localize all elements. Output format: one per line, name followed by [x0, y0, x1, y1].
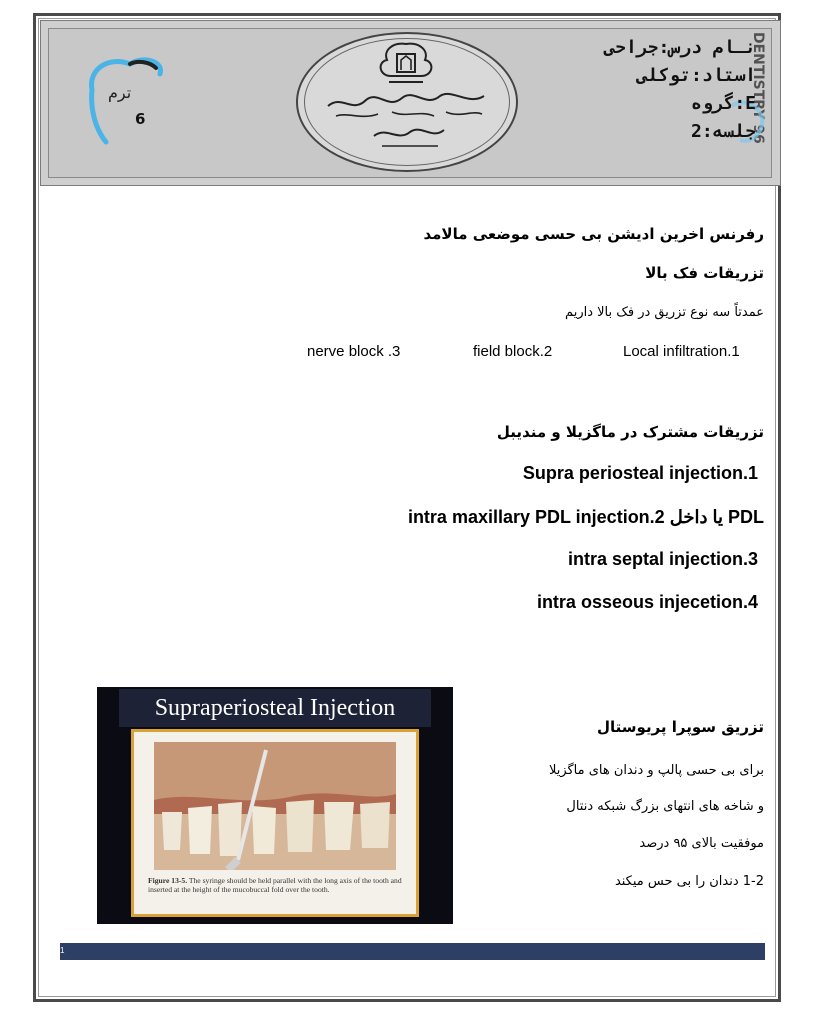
injection-item-3: intra septal injection.3 — [567, 549, 758, 569]
maxilla-heading: تزریقات فک بالا — [645, 264, 764, 282]
maxilla-intro: عمدتاً سه نوع تزریق در فک بالا داریم — [565, 305, 764, 320]
technique-local-infiltration: Local infiltration.1 — [623, 343, 740, 360]
injection-item-4: intra osseous injecetion.4 — [536, 592, 758, 612]
session-label: جلسه:2 — [690, 121, 756, 142]
supraperiosteal-line-4: 1-2 دندان را بی حس میکند — [614, 874, 764, 889]
supraperiosteal-line-2: و شاخه های انتهای بزرگ شبکه دنتال — [566, 799, 764, 814]
figure-title: Supraperiosteal Injection — [154, 695, 396, 721]
term-number: 6 — [135, 110, 146, 128]
university-name-logotype — [322, 84, 492, 154]
figure-caption-label: Figure 13-5. — [148, 876, 188, 885]
page-number: 1 — [60, 946, 65, 955]
teeth-injection-photo — [154, 742, 396, 870]
group-label: گروه:E — [690, 93, 756, 114]
figure-photo-frame — [131, 729, 419, 917]
techniques-list — [300, 343, 766, 365]
supraperiosteal-heading: تزریق سوپرا پریوستال — [597, 718, 764, 736]
injection-item-1: Supra periosteal injection.1 — [522, 463, 758, 483]
technique-nerve-block: nerve block .3 — [307, 343, 401, 360]
figure-caption-text: The syringe should be held parallel with the long axis of the tooth and inserted at the height of the mucobuccal fold over the tooth. — [148, 876, 402, 894]
reference-heading: رفرنس اخرین ادیشن بی حسی موضعی مالامد — [423, 225, 764, 243]
supraperiosteal-figure — [97, 687, 453, 924]
university-emblem-icon — [373, 40, 439, 88]
technique-field-block: field block.2 — [473, 343, 553, 360]
supraperiosteal-line-1: برای بی حسی پالپ و دندان های ماگزیلا — [548, 763, 764, 778]
course-info — [556, 34, 756, 146]
svg-text:DENTISTRY 96: DENTISTRY 96 — [750, 32, 766, 144]
term-label: ترم — [108, 83, 132, 102]
supraperiosteal-line-3: موفقیت بالای ۹۵ درصد — [639, 836, 764, 851]
common-injections-heading: تزریقات مشترک در ماگزیلا و مندیبل — [496, 423, 764, 441]
instructor-name: استاد:توکلی — [636, 65, 756, 86]
figure-caption — [148, 876, 410, 894]
course-name: نـام درس:جراحی — [604, 37, 756, 58]
injection-item-2: intra maxillary PDL injection.2 یا داخل PDL — [407, 507, 764, 527]
footer-bar — [60, 943, 765, 960]
